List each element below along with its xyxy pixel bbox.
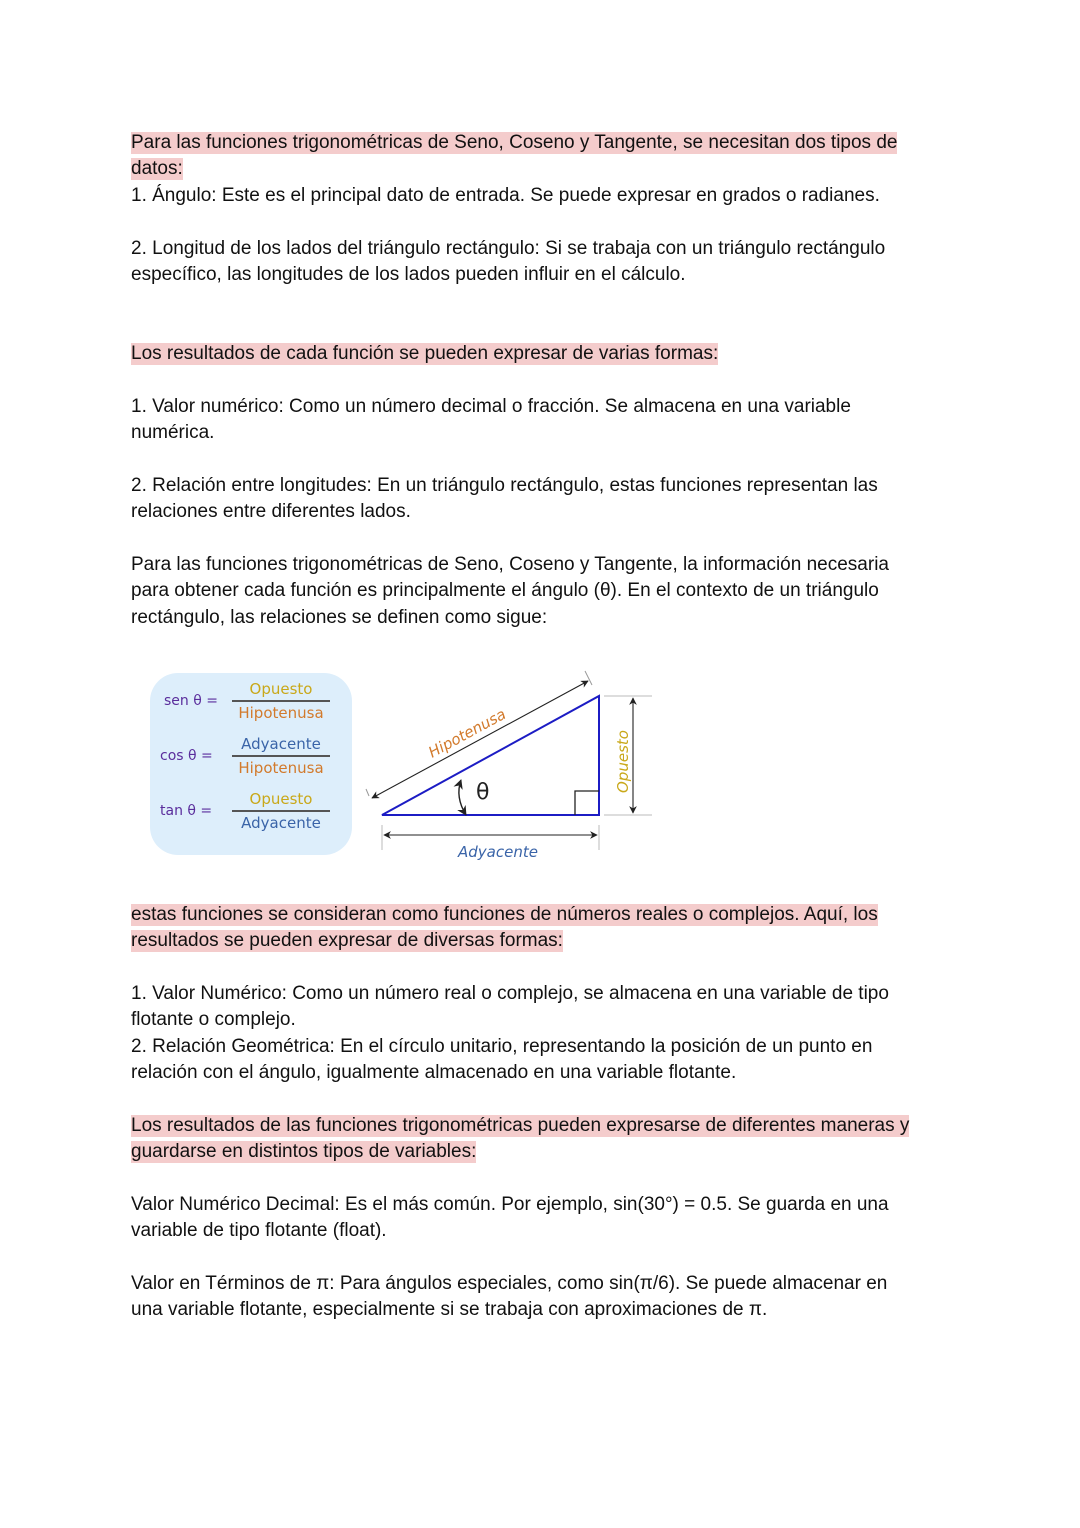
- text-line: 2. Relación Geométrica: En el círculo unitario, representando la posición de un punto en: [131, 1035, 873, 1057]
- fraction: [232, 679, 330, 723]
- highlighted-text: datos:: [131, 158, 183, 180]
- text-line: 1. Valor numérico: Como un número decimal o fracción. Se almacena en una variable: [131, 396, 851, 417]
- text-line: relaciones entre diferentes lados.: [131, 501, 411, 523]
- highlighted-text: Para las funciones trigonométricas de Seno, Coseno y Tangente, se necesitan dos tipos de: [131, 132, 898, 153]
- section1-item1: 1. Ángulo: Este es el principal dato de entrada. Se puede expresar en grados o radianes.: [131, 184, 880, 206]
- denominator: Hipotenusa: [238, 703, 324, 722]
- highlighted-text: estas funciones se consideran como funciones de números reales o complejos. Aquí, los: [131, 904, 878, 925]
- section4-items: [131, 981, 951, 1086]
- formula-sen: [150, 679, 352, 729]
- text-line: específico, las longitudes de los lados pueden influir en el cálculo.: [131, 264, 686, 286]
- right-triangle-diagram: [360, 665, 670, 870]
- text-line: 2. Longitud de los lados del triángulo rectángulo: Si se trabaja con un triángulo rectángulo: [131, 238, 886, 259]
- text-line: flotante o complejo.: [131, 1009, 296, 1031]
- formula-cos: [150, 734, 352, 784]
- section3-intro: [131, 552, 951, 631]
- text-line: relación con el ángulo, igualmente almacenado en una variable flotante.: [131, 1061, 737, 1083]
- formula-box: [150, 673, 352, 855]
- text-line: 1. Valor Numérico: Como un número real o complejo, se almacena en una variable de tipo: [131, 983, 889, 1004]
- text-line: Valor Numérico Decimal: Es el más común. Por ejemplo, sin(30°) = 0.5. Se guarda en una: [131, 1194, 889, 1215]
- section4-heading: [131, 902, 951, 955]
- fraction: [232, 789, 330, 833]
- right-angle-icon: [575, 791, 599, 815]
- fraction-bar: [232, 700, 330, 702]
- fraction-bar: [232, 755, 330, 757]
- adjacent-label: Adyacente: [458, 843, 538, 861]
- formula-tan: [150, 789, 352, 839]
- section5-item1: [131, 1192, 951, 1245]
- numerator: Opuesto: [249, 790, 313, 808]
- angle-label: θ: [476, 780, 490, 805]
- text-line: Para las funciones trigonométricas de Seno, Coseno y Tangente, la información necesaria: [131, 554, 889, 575]
- highlighted-text: guardarse en distintos tipos de variables:: [131, 1141, 477, 1163]
- numerator: Adyacente: [241, 735, 321, 753]
- section2-heading: [131, 341, 951, 367]
- opposite-label: Opuesto: [614, 730, 632, 793]
- formula-label: sen θ =: [164, 693, 218, 709]
- text-line: variable de tipo flotante (float).: [131, 1220, 387, 1242]
- denominator: Adyacente: [241, 813, 321, 832]
- fraction: [232, 734, 330, 778]
- highlighted-text: Los resultados de las funciones trigonométricas pueden expresarse de diferentes maneras y: [131, 1115, 910, 1136]
- numerator: Opuesto: [249, 680, 313, 698]
- section1-item2: [131, 236, 951, 289]
- formula-label: tan θ =: [160, 803, 213, 819]
- text-line: numérica.: [131, 422, 215, 444]
- highlighted-text: Los resultados de cada función se pueden expresar de varias formas:: [131, 343, 719, 364]
- text-line: para obtener cada función es principalmente el ángulo (θ). En el contexto de un triángulo: [131, 580, 879, 602]
- text-line: Valor en Términos de π: Para ángulos especiales, como sin(π/6). Se puede almacenar en: [131, 1273, 888, 1294]
- text-line: una variable flotante, especialmente si se trabaja con aproximaciones de π.: [131, 1299, 768, 1321]
- trig-figure: [148, 665, 668, 870]
- hypotenuse-label: Hipotenusa: [425, 705, 509, 762]
- text-line: rectángulo, las relaciones se definen como sigue:: [131, 606, 548, 628]
- denominator: Hipotenusa: [238, 758, 324, 777]
- formula-label: cos θ =: [160, 748, 213, 764]
- fraction-bar: [232, 810, 330, 812]
- section5-heading: [131, 1113, 951, 1166]
- section2-item1: [131, 394, 951, 447]
- text-line: 2. Relación entre longitudes: En un triángulo rectángulo, estas funciones representan las: [131, 475, 878, 496]
- section5-item2: [131, 1271, 951, 1324]
- section2-item2: [131, 473, 951, 526]
- highlighted-text: resultados se pueden expresar de diversas formas:: [131, 930, 563, 952]
- section1-heading: [131, 130, 951, 209]
- angle-arc-icon: [459, 780, 466, 815]
